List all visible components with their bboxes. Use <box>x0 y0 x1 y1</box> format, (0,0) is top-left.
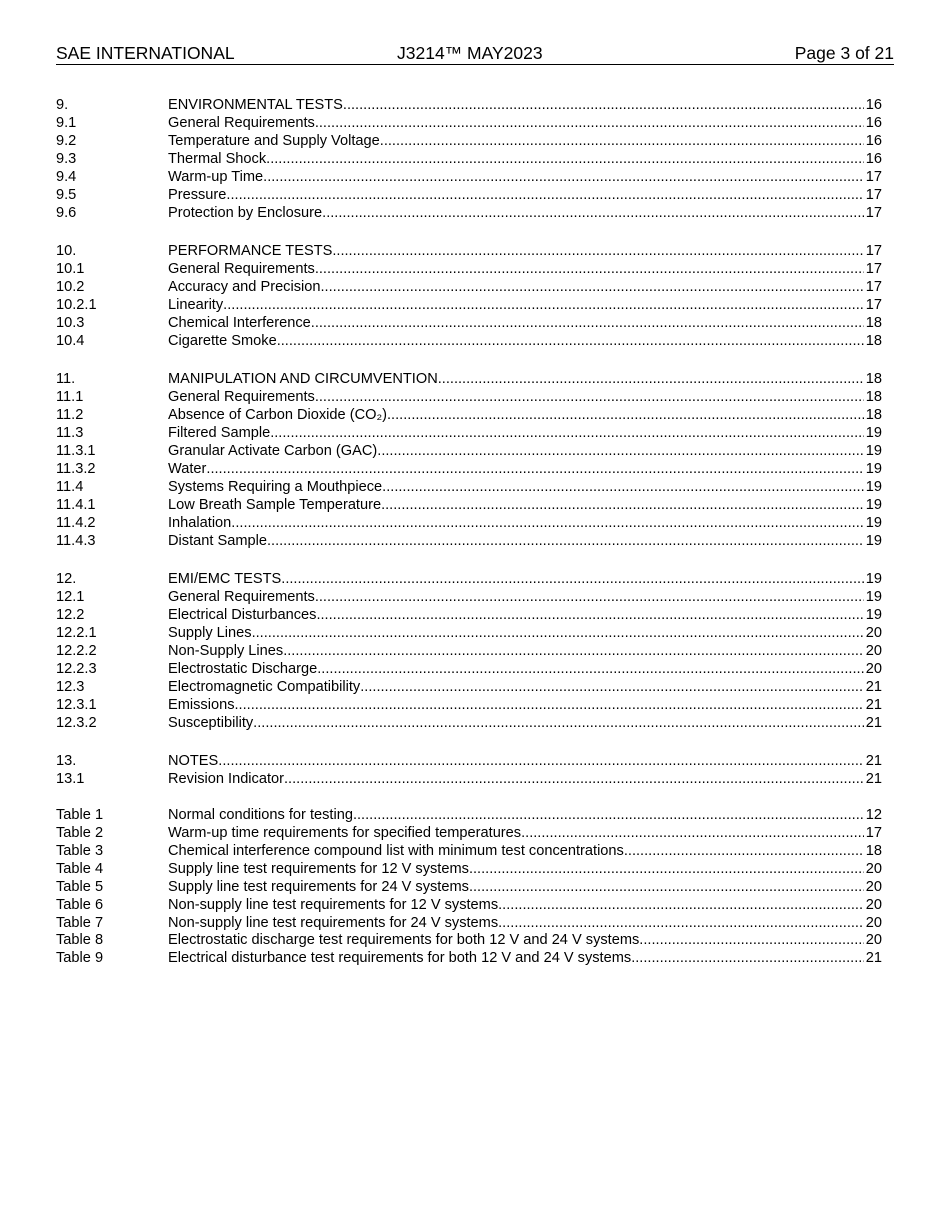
dot-leader <box>226 187 864 205</box>
dot-leader <box>223 297 864 315</box>
entry-number: Table 2 <box>56 824 104 841</box>
toc-section-group <box>56 571 882 732</box>
entry-page-number: 21 <box>865 678 882 695</box>
entry-title-wrap <box>168 169 864 187</box>
entry-title: NOTES <box>168 753 219 769</box>
header-doc-id: J3214™ MAY2023 <box>397 43 543 63</box>
entry-title-wrap <box>168 407 864 425</box>
dot-leader <box>317 661 864 679</box>
entry-page-number: 18 <box>865 842 882 859</box>
entry-page-number: 17 <box>865 204 882 221</box>
entry-title: General Requirements <box>168 261 315 277</box>
toc-entry[interactable] <box>56 279 882 297</box>
dot-leader <box>469 879 864 897</box>
dot-leader <box>382 479 864 497</box>
entry-title: Chemical Interference <box>168 314 311 331</box>
entry-title: Normal conditions for testing <box>168 806 353 823</box>
entry-number: 9.6 <box>56 204 77 221</box>
entry-title: Electrostatic Discharge <box>168 660 318 677</box>
entry-title-wrap <box>168 297 864 315</box>
toc-entry[interactable] <box>56 315 882 333</box>
toc-section-group <box>56 97 882 223</box>
entry-title-wrap <box>168 825 864 843</box>
entry-title: Low Breath Sample Temperature <box>168 496 382 513</box>
entry-number: 12. <box>56 571 77 588</box>
dot-leader <box>387 407 864 425</box>
entry-title: Accuracy and Precision <box>168 278 321 295</box>
entry-title-wrap <box>168 333 864 351</box>
entry-number: 11.1 <box>56 389 84 406</box>
entry-page-number: 19 <box>865 514 882 531</box>
dot-leader <box>624 843 864 861</box>
toc-entry[interactable] <box>56 515 882 533</box>
entry-title: Filtered Sample <box>168 425 271 441</box>
entry-title: Inhalation <box>168 514 232 531</box>
dot-leader <box>263 169 864 187</box>
dot-leader <box>315 389 864 407</box>
toc-entry[interactable] <box>56 771 882 789</box>
table-list-entry[interactable] <box>56 915 882 933</box>
entry-number: 10.1 <box>56 261 85 277</box>
entry-number: Table 1 <box>56 806 104 823</box>
dot-leader <box>266 151 864 169</box>
toc-entry[interactable] <box>56 753 882 771</box>
toc-entry[interactable] <box>56 443 882 461</box>
entry-title-wrap <box>168 515 864 533</box>
toc-entry[interactable] <box>56 571 882 589</box>
entry-title: Absence of Carbon Dioxide (CO₂) <box>168 407 387 424</box>
entry-page-number: 18 <box>865 332 882 349</box>
entry-title: Electrical Disturbances <box>168 606 317 623</box>
entry-number: 12.2.3 <box>56 660 97 677</box>
toc-entry[interactable] <box>56 479 882 497</box>
dot-leader <box>631 950 864 968</box>
entry-page-number: 16 <box>865 150 882 167</box>
entry-page-number: 16 <box>865 97 882 113</box>
entry-title-wrap <box>168 643 864 661</box>
entry-title-wrap <box>168 679 864 697</box>
entry-page-number: 17 <box>865 186 882 203</box>
entry-title-wrap <box>168 861 864 879</box>
entry-page-number: 18 <box>865 407 882 424</box>
entry-page-number: 20 <box>865 932 882 949</box>
toc-entry[interactable] <box>56 297 882 315</box>
entry-page-number: 12 <box>865 806 882 823</box>
entry-title: Non-supply line test requirements for 12 V systems <box>168 896 499 913</box>
entry-title-wrap <box>168 205 864 223</box>
entry-title-wrap <box>168 443 864 461</box>
toc-entry[interactable] <box>56 497 882 515</box>
entry-number: 10.4 <box>56 332 85 349</box>
dot-leader <box>235 697 865 715</box>
entry-title-wrap <box>168 771 864 789</box>
entry-page-number: 20 <box>865 914 882 931</box>
toc-entry[interactable] <box>56 607 882 625</box>
entry-title-wrap <box>168 879 864 897</box>
entry-title-wrap <box>168 715 864 733</box>
entry-page-number: 21 <box>865 770 882 787</box>
entry-page-number: 20 <box>865 642 882 659</box>
entry-number: 13. <box>56 753 77 769</box>
entry-title-wrap <box>168 115 864 133</box>
entry-title: Non-supply line test requirements for 24 V systems <box>168 914 499 931</box>
entry-title-wrap <box>168 932 864 950</box>
entry-page-number: 20 <box>865 624 882 641</box>
table-list-entry[interactable] <box>56 807 882 825</box>
entry-page-number: 20 <box>865 660 882 677</box>
entry-title: Electromagnetic Compatibility <box>168 678 361 695</box>
dot-leader <box>206 461 864 479</box>
entry-title: Supply Lines <box>168 624 252 641</box>
dot-leader <box>343 97 864 115</box>
entry-page-number: 21 <box>865 753 882 769</box>
dot-leader <box>381 497 864 515</box>
entry-page-number: 19 <box>865 589 882 605</box>
entry-title-wrap <box>168 697 864 715</box>
entry-number: 12.3.1 <box>56 696 97 713</box>
dot-leader <box>316 607 864 625</box>
entry-title-wrap <box>168 571 864 589</box>
section-spacer <box>56 351 882 372</box>
entry-title: General Requirements <box>168 114 315 131</box>
entry-page-number: 20 <box>865 896 882 913</box>
dot-leader <box>281 571 864 589</box>
entry-number: Table 6 <box>56 896 104 913</box>
toc-entry[interactable] <box>56 205 882 223</box>
toc-entry[interactable] <box>56 115 882 133</box>
entry-title-wrap <box>168 497 864 515</box>
toc-entry[interactable] <box>56 625 882 643</box>
dot-leader <box>270 425 864 443</box>
entry-title: Linearity <box>168 296 224 313</box>
entry-title: Warm-up time requirements for specified temperatures <box>168 824 522 841</box>
entry-page-number: 19 <box>865 496 882 513</box>
toc-section-group <box>56 243 882 351</box>
entry-page-number: 17 <box>865 261 882 277</box>
entry-number: Table 3 <box>56 842 104 859</box>
entry-title-wrap <box>168 389 864 407</box>
table-list-entry[interactable] <box>56 932 882 950</box>
entry-title-wrap <box>168 897 864 915</box>
entry-title-wrap <box>168 807 864 825</box>
toc-entry[interactable] <box>56 715 882 733</box>
entry-number: 11.3.2 <box>56 460 96 477</box>
table-list-entry[interactable] <box>56 825 882 843</box>
dot-leader <box>332 243 864 261</box>
entry-title-wrap <box>168 151 864 169</box>
dot-leader <box>283 643 864 661</box>
toc-entry[interactable] <box>56 97 882 115</box>
entry-title-wrap <box>168 371 864 389</box>
entry-title: Warm-up Time <box>168 168 264 185</box>
entry-page-number: 18 <box>865 314 882 331</box>
entry-number: 12.1 <box>56 589 85 605</box>
entry-number: 11.3.1 <box>56 442 96 459</box>
entry-title: Susceptibility <box>168 714 254 731</box>
section-spacer <box>56 223 882 244</box>
toc-entry[interactable] <box>56 389 882 407</box>
entry-number: 9.5 <box>56 186 77 203</box>
table-list-entry[interactable] <box>56 897 882 915</box>
entry-number: 12.2.1 <box>56 624 97 641</box>
entry-title: Cigarette Smoke <box>168 332 277 349</box>
entry-title-wrap <box>168 479 864 497</box>
dot-leader <box>267 533 864 551</box>
entry-number: 11.4.3 <box>56 532 96 549</box>
dot-leader <box>253 715 864 733</box>
entry-page-number: 21 <box>865 696 882 713</box>
entry-title-wrap <box>168 950 864 968</box>
entry-title: EMI/EMC TESTS <box>168 571 282 588</box>
header-org: SAE INTERNATIONAL <box>56 43 235 63</box>
toc-entry[interactable] <box>56 643 882 661</box>
toc-entry[interactable] <box>56 679 882 697</box>
entry-title-wrap <box>168 589 864 607</box>
entry-title-wrap <box>168 843 864 861</box>
entry-title-wrap <box>168 915 864 933</box>
dot-leader <box>377 443 864 461</box>
entry-number: Table 7 <box>56 914 104 931</box>
entry-number: 12.2.2 <box>56 642 97 659</box>
entry-title-wrap <box>168 187 864 205</box>
entry-page-number: 20 <box>865 878 882 895</box>
entry-number: 11. <box>56 371 76 388</box>
entry-number: Table 8 <box>56 932 104 949</box>
dot-leader <box>498 915 864 933</box>
entry-title: Systems Requiring a Mouthpiece <box>168 478 383 495</box>
entry-title: Protection by Enclosure <box>168 204 323 221</box>
entry-number: Table 9 <box>56 950 104 967</box>
entry-number: 10.2 <box>56 278 85 295</box>
toc-entry[interactable] <box>56 261 882 279</box>
toc-entry[interactable] <box>56 589 882 607</box>
entry-title: Supply line test requirements for 24 V systems <box>168 878 469 895</box>
entry-page-number: 18 <box>865 389 882 406</box>
entry-title-wrap <box>168 315 864 333</box>
dot-leader <box>231 515 864 533</box>
entry-title-wrap <box>168 279 864 297</box>
dot-leader <box>521 825 864 843</box>
entry-page-number: 19 <box>865 460 882 477</box>
entry-title: Emissions <box>168 696 235 713</box>
entry-page-number: 19 <box>865 478 882 495</box>
entry-page-number: 21 <box>865 950 882 967</box>
entry-title-wrap <box>168 261 864 279</box>
entry-title: Non-Supply Lines <box>168 642 284 659</box>
entry-number: 12.3.2 <box>56 714 97 731</box>
dot-leader <box>315 115 864 133</box>
entry-page-number: 20 <box>865 860 882 877</box>
entry-title: Pressure <box>168 186 227 203</box>
entry-number: 12.3 <box>56 678 85 695</box>
entry-page-number: 18 <box>865 371 882 388</box>
entry-number: 11.4.1 <box>56 496 96 513</box>
entry-number: 13.1 <box>56 770 85 787</box>
entry-page-number: 17 <box>865 296 882 313</box>
entry-page-number: 16 <box>865 132 882 149</box>
entry-number: 9.3 <box>56 150 77 167</box>
toc-entry[interactable] <box>56 133 882 151</box>
entry-page-number: 21 <box>865 714 882 731</box>
entry-title: Water <box>168 460 207 477</box>
entry-title: Chemical interference compound list with minimum test concentrations <box>168 842 624 859</box>
entry-title-wrap <box>168 133 864 151</box>
dot-leader <box>252 625 864 643</box>
entry-title: Electrostatic discharge test requirements for both 12 V and 24 V systems <box>168 932 640 949</box>
toc-entry[interactable] <box>56 371 882 389</box>
toc-entry[interactable] <box>56 243 882 261</box>
table-list-entry[interactable] <box>56 843 882 861</box>
entry-number: 12.2 <box>56 606 85 623</box>
entry-page-number: 19 <box>865 532 882 549</box>
entry-page-number: 19 <box>865 442 882 459</box>
entry-title: Temperature and Supply Voltage <box>168 132 380 149</box>
section-spacer <box>56 551 882 572</box>
dot-leader <box>380 133 864 151</box>
toc-entry[interactable] <box>56 425 882 443</box>
entry-page-number: 19 <box>865 425 882 441</box>
entry-page-number: 17 <box>865 243 882 260</box>
entry-title-wrap <box>168 243 864 261</box>
entry-number: Table 5 <box>56 878 104 895</box>
entry-title: General Requirements <box>168 589 315 605</box>
entry-title-wrap <box>168 533 864 551</box>
entry-title: Granular Activate Carbon (GAC) <box>168 442 378 459</box>
entry-title: Thermal Shock <box>168 150 267 167</box>
table-list-entry[interactable] <box>56 861 882 879</box>
dot-leader <box>639 932 864 950</box>
toc-entry[interactable] <box>56 169 882 187</box>
entry-page-number: 17 <box>865 168 882 185</box>
dot-leader <box>315 261 864 279</box>
toc-entry[interactable] <box>56 533 882 551</box>
entry-title: Revision Indicator <box>168 770 284 787</box>
entry-title: Supply line test requirements for 12 V systems <box>168 860 469 877</box>
entry-title: Electrical disturbance test requirements for both 12 V and 24 V systems <box>168 950 632 967</box>
table-list-entry[interactable] <box>56 879 882 897</box>
dot-leader <box>360 679 864 697</box>
entry-page-number: 16 <box>865 114 882 131</box>
entry-number: 9.4 <box>56 168 77 185</box>
dot-leader <box>321 279 865 297</box>
dot-leader <box>322 205 864 223</box>
entry-title-wrap <box>168 625 864 643</box>
entry-number: 10.2.1 <box>56 296 97 313</box>
dot-leader <box>284 771 864 789</box>
entry-number: 10. <box>56 243 77 260</box>
entry-title: General Requirements <box>168 389 315 406</box>
entry-title-wrap <box>168 461 864 479</box>
table-of-contents <box>56 97 882 968</box>
entry-title-wrap <box>168 425 864 443</box>
entry-number: 9. <box>56 97 69 113</box>
toc-entry[interactable] <box>56 151 882 169</box>
toc-section-group <box>56 753 882 789</box>
table-list-entry[interactable] <box>56 950 882 968</box>
entry-number: Table 4 <box>56 860 104 877</box>
entry-title: PERFORMANCE TESTS <box>168 243 333 260</box>
dot-leader <box>315 589 864 607</box>
dot-leader <box>438 371 864 389</box>
entry-number: 11.2 <box>56 407 84 424</box>
entry-title-wrap <box>168 607 864 625</box>
entry-number: 9.2 <box>56 132 77 149</box>
toc-entry[interactable] <box>56 661 882 679</box>
dot-leader <box>498 897 864 915</box>
entry-number: 10.3 <box>56 314 85 331</box>
page-header <box>56 43 894 65</box>
toc-entry[interactable] <box>56 333 882 351</box>
entry-page-number: 19 <box>865 571 882 588</box>
entry-number: 9.1 <box>56 114 77 131</box>
entry-number: 11.3 <box>56 425 84 441</box>
toc-entry[interactable] <box>56 461 882 479</box>
entry-number: 11.4 <box>56 478 84 495</box>
entry-title-wrap <box>168 753 864 771</box>
entry-page-number: 17 <box>865 278 882 295</box>
entry-number: 11.4.2 <box>56 514 96 531</box>
entry-title-wrap <box>168 97 864 115</box>
entry-page-number: 17 <box>865 824 882 841</box>
dot-leader <box>218 753 864 771</box>
dot-leader <box>469 861 864 879</box>
header-page-label: Page 3 of 21 <box>794 43 894 63</box>
section-spacer <box>56 733 882 754</box>
toc-entry[interactable] <box>56 407 882 425</box>
section-spacer <box>56 789 882 807</box>
entry-title-wrap <box>168 661 864 679</box>
toc-entry[interactable] <box>56 697 882 715</box>
toc-entry[interactable] <box>56 187 882 205</box>
dot-leader <box>277 333 864 351</box>
entry-title: Distant Sample <box>168 532 267 549</box>
entry-title: ENVIRONMENTAL TESTS <box>168 97 343 113</box>
dot-leader <box>353 807 864 825</box>
toc-section-group <box>56 371 882 550</box>
dot-leader <box>311 315 864 333</box>
list-of-tables <box>56 807 882 968</box>
entry-page-number: 19 <box>865 606 882 623</box>
entry-title: MANIPULATION AND CIRCUMVENTION <box>168 371 438 388</box>
